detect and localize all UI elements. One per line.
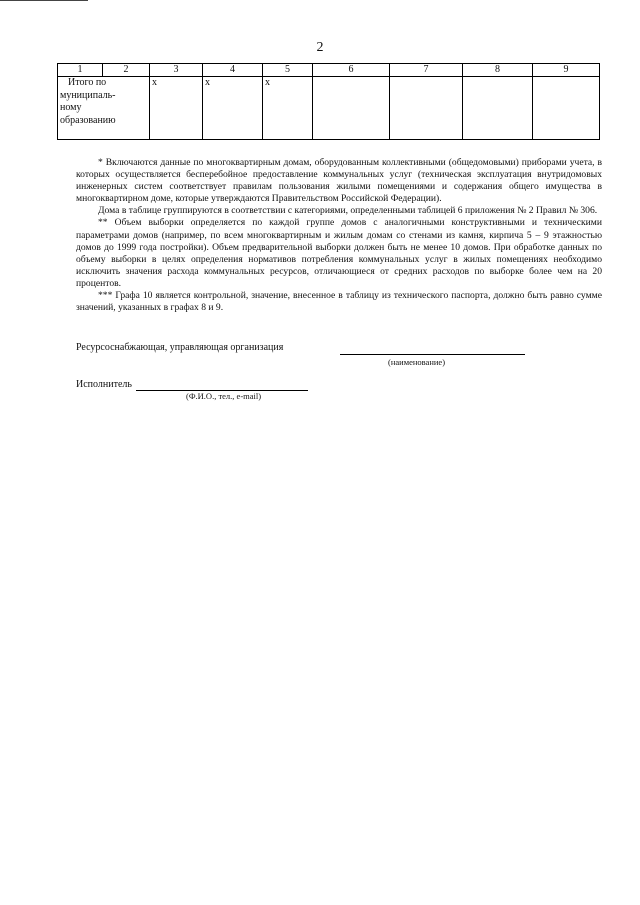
- table-cell: [533, 77, 600, 140]
- row-label-line: Итого по: [68, 77, 107, 88]
- row-label-line: муниципаль-: [60, 89, 116, 101]
- column-header: 8: [463, 64, 533, 77]
- organization-signature-line: [340, 354, 525, 355]
- row-label-line: ному: [60, 102, 82, 113]
- footnote-paragraph: Дома в таблице группируются в соответствии с категориями, определенными таблицей 6 приложения № 2 Правил № 306.: [98, 205, 598, 217]
- executor-caption: (Ф.И.О., тел., e-mail): [186, 391, 262, 401]
- footnote-paragraph: ** Объем выборки определяется по каждой группе домов с аналогичными конструктивными и техническими параметрами домов (например, по всем многоквартирным и жилым домам со стенами из камня, кирпича 5 – 9 этажностью домов до 1999 года постройки). Объем предварительной выборки должен быть не менее 10 домов. При обработке данных по объему выборки в целях определения нормативов потребления коммунальных услуг в жилых помещениях необходимо исключить значения расхода коммунальных ресурсов, отличающиеся от средних расходов по выборке более чем на 20 процентов.: [76, 217, 602, 289]
- summary-table: [57, 63, 600, 140]
- column-header: 3: [150, 64, 203, 77]
- organization-caption: (наименование): [388, 357, 446, 367]
- column-header: 9: [533, 64, 600, 77]
- table-cell: [390, 77, 463, 140]
- executor-label: Исполнитель: [76, 379, 132, 390]
- column-header: 6: [313, 64, 390, 77]
- table-cell: [313, 77, 390, 140]
- column-header: 1: [58, 64, 103, 77]
- footnotes: [76, 157, 602, 314]
- table-cell: [463, 77, 533, 140]
- column-header: 2: [103, 64, 150, 77]
- column-header: 4: [203, 64, 263, 77]
- table-row-total: [58, 77, 600, 140]
- table-cell: х: [203, 77, 263, 140]
- column-header: 5: [263, 64, 313, 77]
- organization-label: Ресурсоснабжающая, управляющая организация: [76, 342, 284, 353]
- row-label-cell: [58, 77, 150, 140]
- top-corner-mark: [0, 0, 88, 5]
- column-header: 7: [390, 64, 463, 77]
- table-cell: х: [263, 77, 313, 140]
- row-label-line: образованию: [60, 114, 116, 126]
- table-cell: х: [150, 77, 203, 140]
- footnote-paragraph: *** Графа 10 является контрольной, значение, внесенное в таблицу из технического паспорта, должно быть равно сумме значений, указанных в графах 8 и 9.: [76, 290, 602, 314]
- page-number: 2: [316, 40, 324, 55]
- table-header-row: [58, 64, 600, 77]
- footnote-paragraph: * Включаются данные по многоквартирным домам, оборудованным коллективными (общедомовыми) приборами учета, в которых осуществляется бесперебойное предоставление коммунальных услуг (техническая эксплуатация внутридомовых инженерных систем соответствует правилам пользования жилыми помещениями и содержания общего имущества в многоквартирном доме, которые утверждаются Правительством Российской Федерации).: [76, 157, 602, 205]
